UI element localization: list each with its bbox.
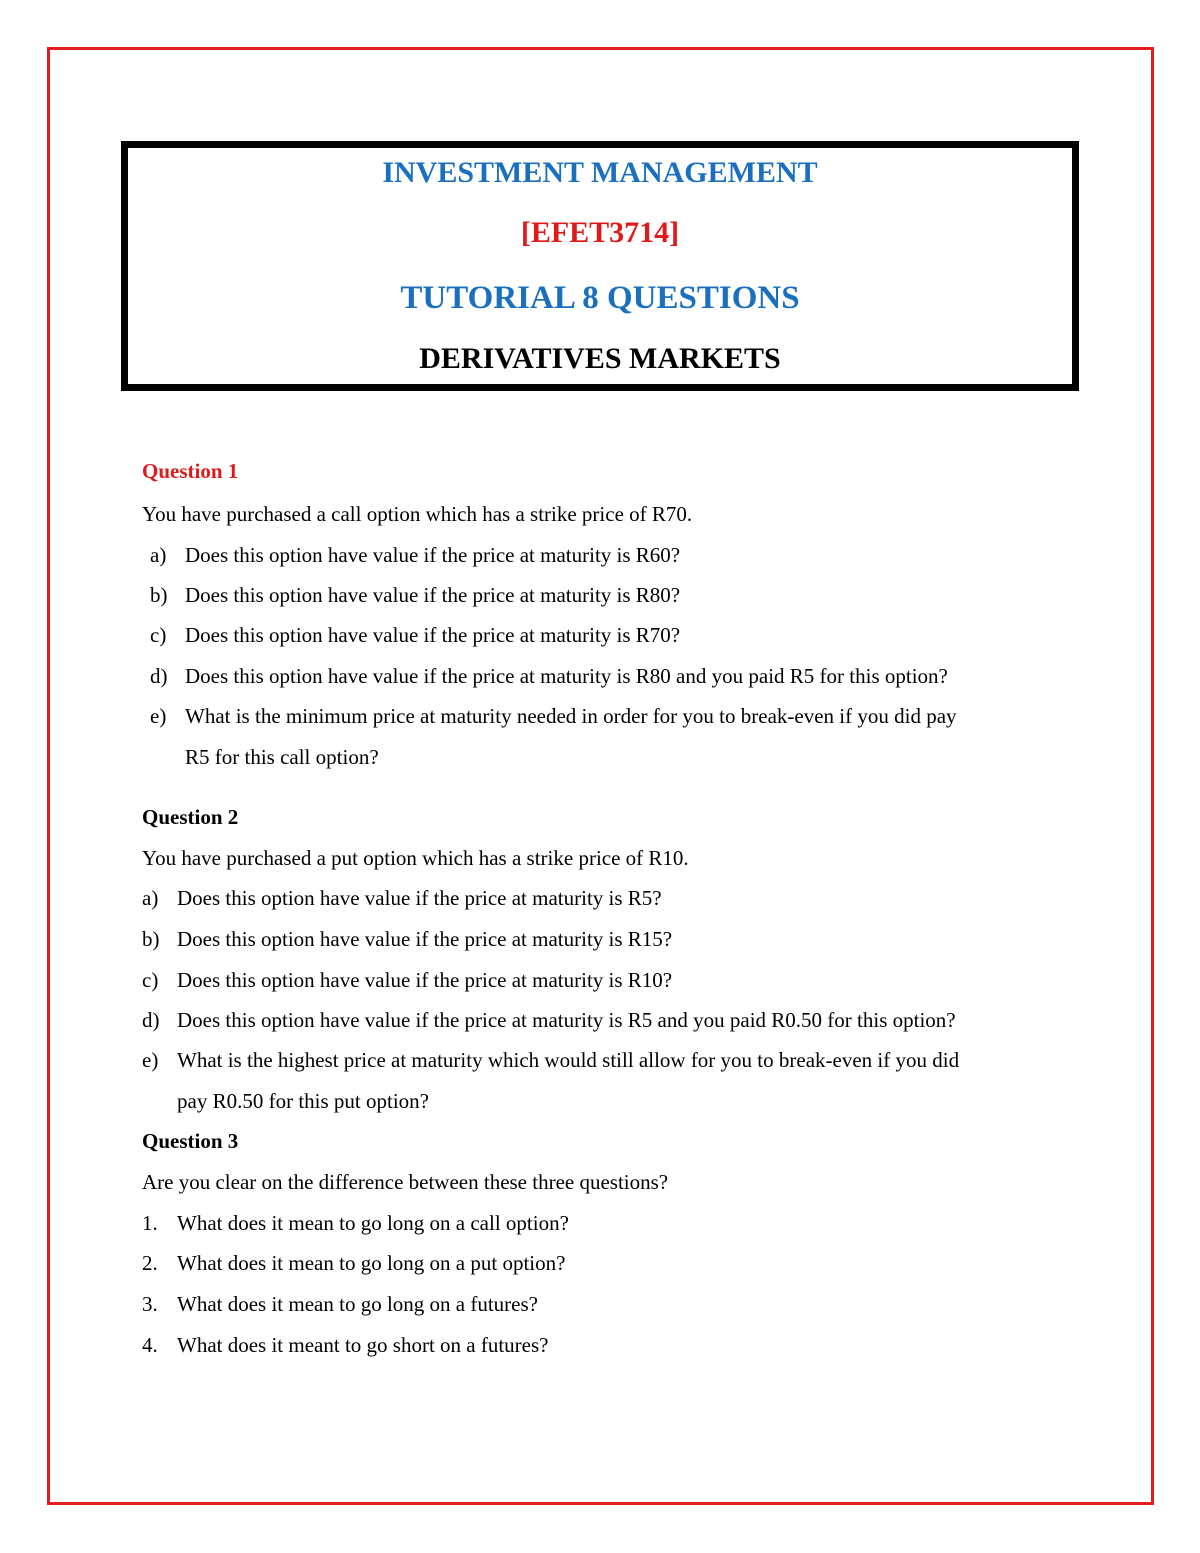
list-marker: b)	[150, 583, 168, 607]
list-item: What is the minimum price at maturity needed in order for you to break-even if you did pay	[185, 704, 957, 728]
list-item: Does this option have value if the price at maturity is R80 and you paid R5 for this option?	[185, 664, 948, 688]
title-box	[121, 141, 1079, 391]
list-item: What does it mean to go long on a put option?	[177, 1251, 566, 1275]
list-marker: 1.	[142, 1211, 158, 1235]
list-item: Does this option have value if the price at maturity is R10?	[177, 968, 673, 992]
list-marker: b)	[142, 927, 160, 951]
list-marker: d)	[142, 1008, 160, 1032]
list-item: Does this option have value if the price at maturity is R15?	[177, 927, 673, 951]
tutorial-title: TUTORIAL 8 QUESTIONS	[400, 280, 800, 316]
list-item: Does this option have value if the price at maturity is R70?	[185, 623, 681, 647]
list-item: Does this option have value if the price at maturity is R60?	[185, 543, 681, 567]
list-item: What does it meant to go short on a futures?	[177, 1333, 549, 1357]
question-1-intro: You have purchased a call option which has a strike price of R70.	[142, 502, 693, 526]
list-item: What is the highest price at maturity which would still allow for you to break-even if you did	[177, 1048, 960, 1072]
list-marker: 4.	[142, 1333, 158, 1357]
list-item: Does this option have value if the price at maturity is R5?	[177, 886, 662, 910]
list-marker: c)	[142, 968, 159, 992]
course-code: [EFET3714]	[520, 216, 680, 249]
question-2-heading: Question 2	[142, 805, 239, 829]
question-3-intro: Are you clear on the difference between these three questions?	[142, 1170, 669, 1194]
list-item: What does it mean to go long on a futures?	[177, 1292, 538, 1316]
list-marker: 2.	[142, 1251, 158, 1275]
list-marker: a)	[142, 886, 159, 910]
course-title: INVESTMENT MANAGEMENT	[382, 156, 818, 189]
list-item: Does this option have value if the price at maturity is R5 and you paid R0.50 for this option?	[177, 1008, 956, 1032]
topic-title: DERIVATIVES MARKETS	[419, 342, 781, 375]
list-item: What does it mean to go long on a call option?	[177, 1211, 569, 1235]
list-item-continuation: pay R0.50 for this put option?	[177, 1089, 429, 1113]
list-marker: e)	[150, 704, 167, 728]
list-marker: d)	[150, 664, 168, 688]
list-item: Does this option have value if the price at maturity is R80?	[185, 583, 681, 607]
question-3-heading: Question 3	[142, 1129, 239, 1153]
question-2-intro: You have purchased a put option which has a strike price of R10.	[142, 846, 689, 870]
question-1-heading: Question 1	[142, 459, 239, 483]
list-marker: e)	[142, 1048, 159, 1072]
list-marker: 3.	[142, 1292, 158, 1316]
list-marker: c)	[150, 623, 167, 647]
list-item-continuation: R5 for this call option?	[185, 745, 379, 769]
list-marker: a)	[150, 543, 167, 567]
